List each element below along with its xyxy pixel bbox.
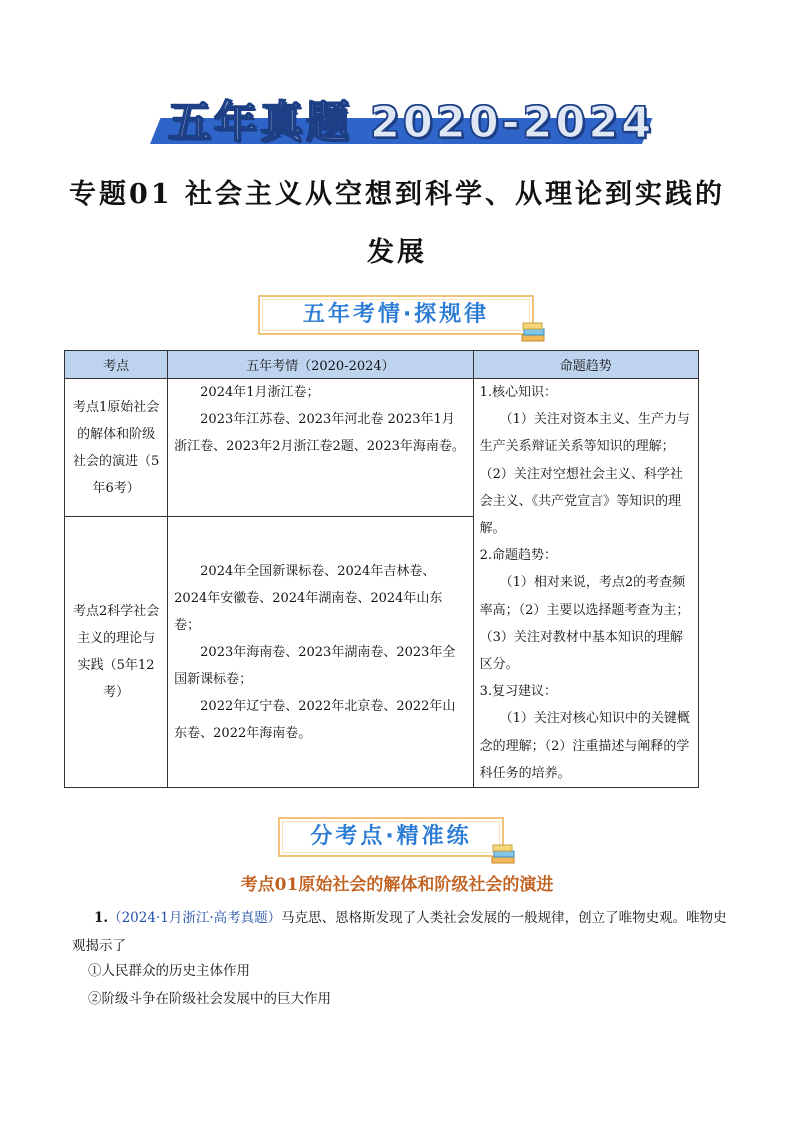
badge-label: 分考点·精准练 <box>310 824 472 849</box>
section-badge-trend <box>258 295 534 335</box>
exam-point-cell <box>65 379 168 517</box>
trend-line: （1）相对来说，考点2的考查频率高；（2）主要以选择题考查为主；（3）关注对教材中基本知识的理解区分。 <box>479 575 690 673</box>
exam-point-text: 考点2科学社会主义的理论与实践（5年12考） <box>72 604 160 701</box>
books-icon <box>490 841 516 865</box>
trend-line: 2.命题趋势： <box>479 548 558 564</box>
exam-years-line: 2022年辽宁卷、2022年北京卷、2022年山东卷、2022年海南卷。 <box>174 698 456 741</box>
table-header-cell: 五年考情（2020-2024） <box>168 351 473 379</box>
document-title: 专题01 社会主义从空想到科学、从理论到实践的发展 <box>69 179 725 268</box>
question-stem <box>72 904 732 960</box>
exam-years-line: 2024年全国新课标卷、2024年吉林卷、2024年安徽卷、2024年湖南卷、2024年山东卷； <box>174 563 443 633</box>
trend-line: （1）关注对核心知识中的关键概念的理解；（2）注重描述与阐释的学科任务的培养。 <box>479 711 690 781</box>
question-number: 1. <box>94 910 109 926</box>
header-banner <box>150 92 655 154</box>
table-header-cell: 考点 <box>65 351 168 379</box>
question-option: ①人民群众的历史主体作用 <box>88 963 250 979</box>
exam-years-cell <box>168 517 473 788</box>
exam-point-text: 考点1原始社会的解体和阶级社会的演进（5年6考） <box>72 399 160 496</box>
table-row <box>65 379 699 517</box>
badge-label: 五年考情·探规律 <box>302 302 490 327</box>
section-heading: 考点01原始社会的解体和阶级社会的演进 <box>240 875 554 895</box>
trend-cell <box>473 379 698 788</box>
exam-trend-table <box>64 350 699 788</box>
question-option: ②阶级斗争在阶级社会发展中的巨大作用 <box>88 991 331 1007</box>
section-badge-practice <box>278 817 504 857</box>
exam-point-cell <box>65 517 168 788</box>
exam-years-line: 2024年1月浙江卷； <box>200 385 320 400</box>
badge-inner-border <box>262 299 530 331</box>
banner-title: 五年真题 2020-2024 <box>168 98 655 148</box>
books-icon <box>520 319 546 343</box>
trend-line: （1）关注对资本主义、生产力与生产关系辩证关系等知识的理解；（2）关注对空想社会主义、科学社会主义、《共产党宣言》等知识的理解。 <box>479 412 690 537</box>
trend-line: 1.核心知识： <box>479 385 558 400</box>
exam-years-cell <box>168 379 473 517</box>
question-source: （2024·1月浙江·高考真题） <box>108 910 282 926</box>
question-text: 马克思、恩格斯发现了人类社会发展的一般规律，创立了唯物史观。唯物史观揭示了 <box>72 910 727 954</box>
table-header-row <box>65 351 699 379</box>
exam-years-line: 2023年江苏卷、2023年河北卷 2023年1月浙江卷、2023年2月浙江卷2题、2023年海南卷。 <box>174 412 465 454</box>
exam-years-line: 2023年海南卷、2023年湖南卷、2023年全国新课标卷； <box>174 644 456 687</box>
trend-line: 3.复习建议： <box>479 684 558 700</box>
table-header-cell: 命题趋势 <box>473 351 698 379</box>
badge-inner-border <box>282 821 500 853</box>
